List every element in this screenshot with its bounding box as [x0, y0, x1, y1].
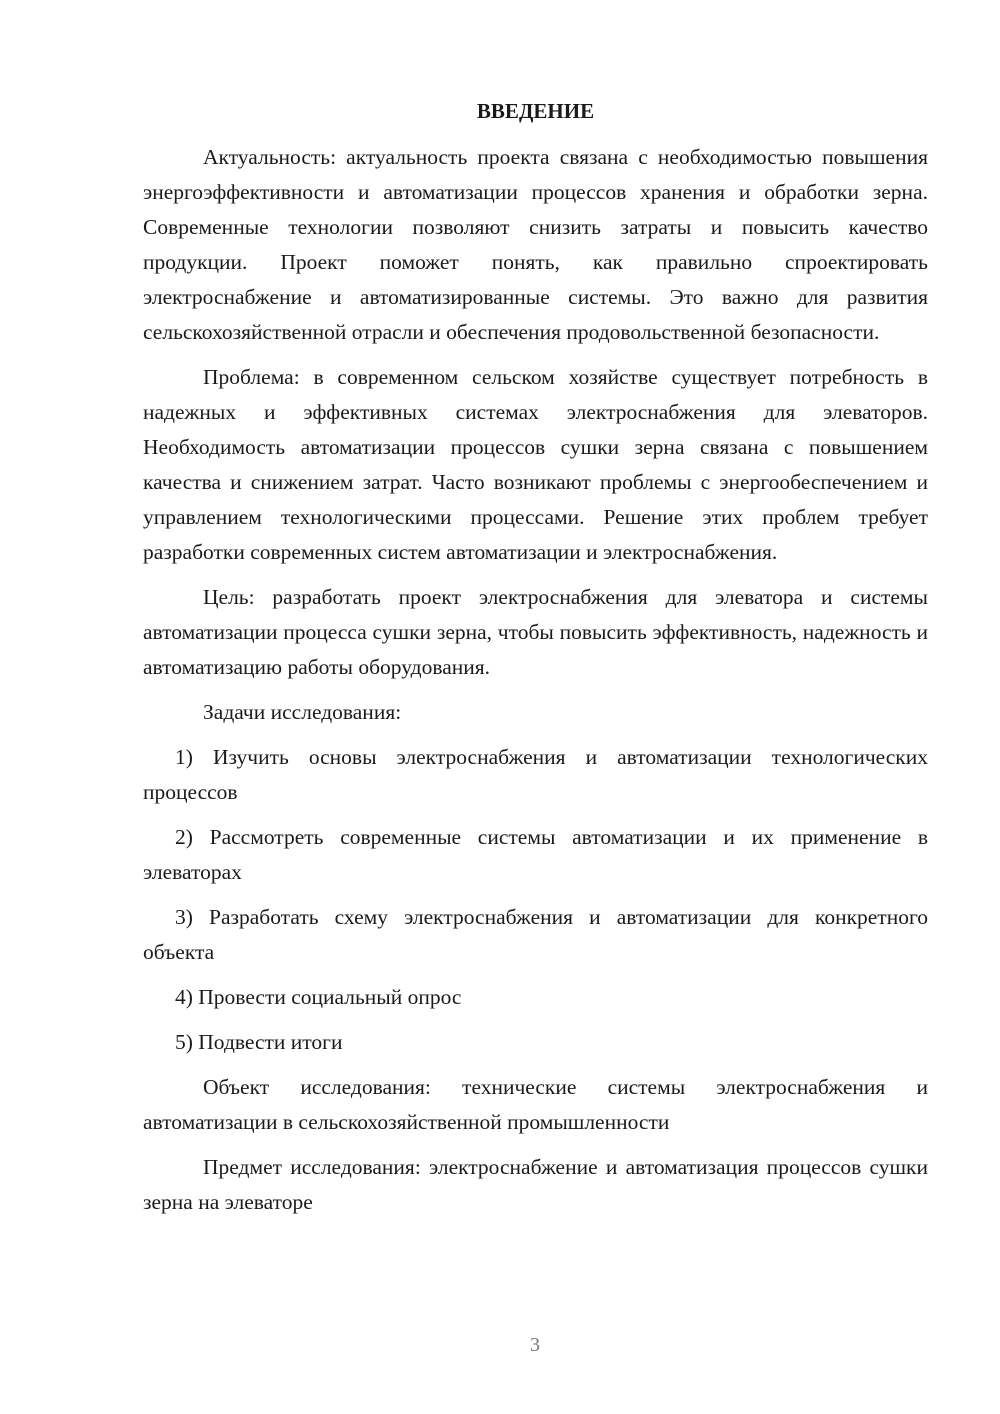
- task-item: 1) Изучить основы электроснабжения и автоматизации технологических процессов: [143, 745, 928, 804]
- page-number: 3: [530, 1334, 540, 1356]
- relevance-paragraph: Актуальность: актуальность проекта связана с необходимостью повышения энергоэффективности и автоматизации процессов хранения и обработки зерна. Современные технологии позволяют снизить затраты и повысить качество продукции. Проект поможет понять, как правильно спроектировать электроснабжение и автоматизированные системы. Это важно для развития сельскохозяйственной отрасли и обеспечения продовольственной безопасности.: [143, 145, 928, 344]
- problem-paragraph: Проблема: в современном сельском хозяйстве существует потребность в надежных и эффективных системах электроснабжения для элеваторов. Необходимость автоматизации процессов сушки зерна связана с повышением качества и снижением затрат. Часто возникают проблемы с энергообеспечением и управлением технологическими процессами. Решение этих проблем требует разработки современных систем автоматизации и электроснабжения.: [143, 365, 928, 564]
- object-paragraph: Объект исследования: технические системы электроснабжения и автоматизации в сельскохозяйственной промышленности: [143, 1075, 928, 1134]
- goal-paragraph: Цель: разработать проект электроснабжения для элеватора и системы автоматизации процесса сушки зерна, чтобы повысить эффективность, надежность и автоматизацию работы оборудования.: [143, 585, 928, 679]
- page-heading: ВВЕДЕНИЕ: [476, 99, 595, 123]
- task-item: 4) Провести социальный опрос: [175, 985, 462, 1009]
- subject-paragraph: Предмет исследования: электроснабжение и автоматизация процессов сушки зерна на элеваторе: [143, 1155, 928, 1214]
- task-item: 2) Рассмотреть современные системы автоматизации и их применение в элеваторах: [143, 825, 928, 884]
- task-item: 5) Подвести итоги: [175, 1030, 343, 1054]
- tasks-title: Задачи исследования:: [203, 700, 402, 724]
- document-page: [143, 96, 928, 1230]
- task-item: 3) Разработать схему электроснабжения и автоматизации для конкретного объекта: [143, 905, 928, 964]
